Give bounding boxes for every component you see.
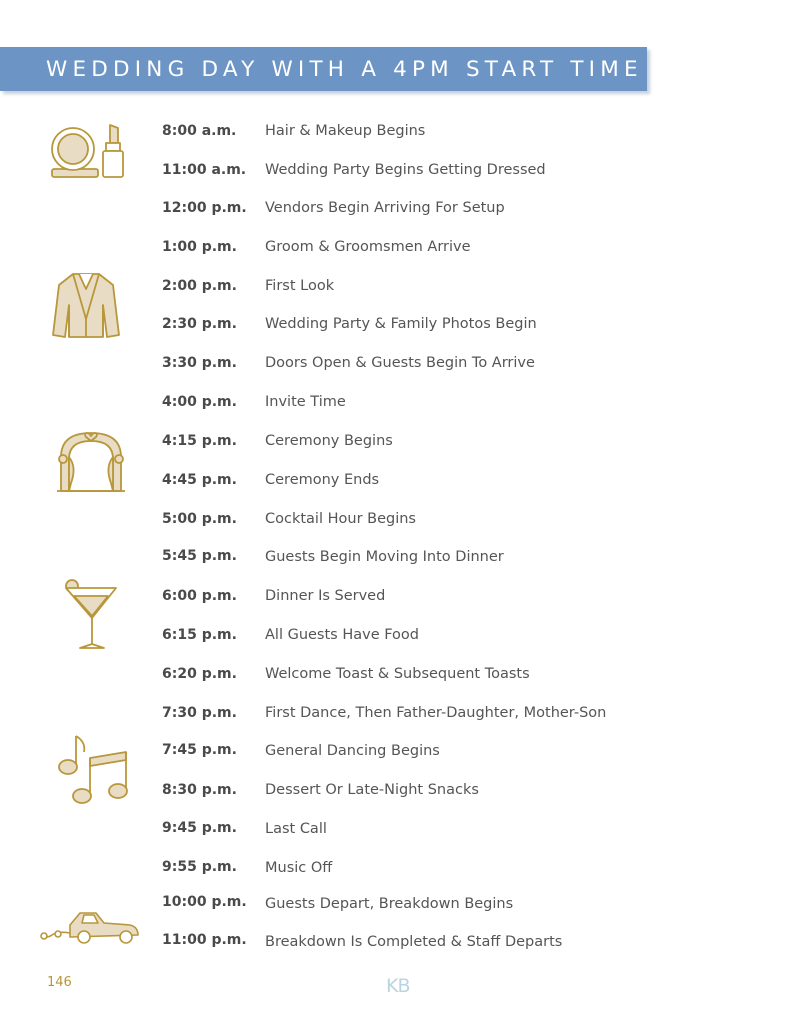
schedule-event: Wedding Party Begins Getting Dressed	[265, 162, 546, 178]
schedule-event: All Guests Have Food	[265, 627, 420, 643]
schedule-time: 4:00 p.m.	[162, 394, 237, 410]
schedule-row	[0, 705, 700, 729]
schedule-event: Dessert Or Late-Night Snacks	[265, 782, 479, 798]
schedule-event: Vendors Begin Arriving For Setup	[265, 200, 505, 216]
schedule-time: 2:30 p.m.	[162, 316, 237, 332]
schedule-event: Guests Begin Moving Into Dinner	[265, 549, 504, 565]
schedule-time: 5:45 p.m.	[162, 548, 237, 564]
schedule-row	[0, 200, 700, 224]
arch-icon	[55, 427, 127, 495]
schedule-event: Breakdown Is Completed & Staff Departs	[265, 934, 563, 950]
schedule-time: 11:00 a.m.	[162, 162, 247, 178]
schedule-row	[0, 511, 700, 535]
cocktail-icon	[62, 578, 120, 652]
schedule-time: 7:30 p.m.	[162, 705, 237, 721]
kb-logo: KB	[386, 975, 410, 997]
schedule-event: General Dancing Begins	[265, 743, 440, 759]
schedule-event: Dinner Is Served	[265, 588, 386, 604]
schedule-event: First Dance, Then Father-Daughter, Mother-Son	[265, 705, 607, 721]
schedule-time: 8:30 p.m.	[162, 782, 237, 798]
music-notes-icon	[56, 734, 132, 806]
schedule-row	[0, 859, 700, 883]
schedule-time: 2:00 p.m.	[162, 278, 237, 294]
getaway-car-icon	[38, 905, 142, 945]
schedule-event: Guests Depart, Breakdown Begins	[265, 896, 514, 912]
schedule-event: Music Off	[265, 860, 333, 876]
page-number: 146	[47, 975, 72, 990]
schedule-time: 11:00 p.m.	[162, 932, 247, 948]
schedule-time: 6:00 p.m.	[162, 588, 237, 604]
schedule-row	[0, 394, 700, 418]
schedule-event: Hair & Makeup Begins	[265, 123, 426, 139]
schedule-event: Ceremony Ends	[265, 472, 380, 488]
schedule-event: Welcome Toast & Subsequent Toasts	[265, 666, 530, 682]
schedule-event: Groom & Groomsmen Arrive	[265, 239, 471, 255]
page-title: WEDDING DAY WITH A 4PM START TIME	[46, 56, 643, 82]
makeup-icon	[48, 123, 124, 181]
schedule-row	[0, 820, 700, 844]
schedule-time: 9:55 p.m.	[162, 859, 237, 875]
schedule-event: First Look	[265, 278, 335, 294]
schedule-event: Last Call	[265, 821, 327, 837]
schedule-time: 9:45 p.m.	[162, 820, 237, 836]
schedule-time: 10:00 p.m.	[162, 894, 247, 910]
schedule-time: 6:20 p.m.	[162, 666, 237, 682]
schedule-time: 8:00 a.m.	[162, 123, 237, 139]
schedule-time: 1:00 p.m.	[162, 239, 237, 255]
jacket-icon	[51, 271, 121, 341]
schedule-row	[0, 355, 700, 379]
title-banner	[0, 47, 647, 91]
schedule-time: 12:00 p.m.	[162, 200, 247, 216]
schedule-time: 4:45 p.m.	[162, 472, 237, 488]
schedule-event: Doors Open & Guests Begin To Arrive	[265, 355, 535, 371]
schedule-event: Wedding Party & Family Photos Begin	[265, 316, 537, 332]
schedule-row	[0, 548, 700, 572]
schedule-time: 6:15 p.m.	[162, 627, 237, 643]
schedule-row	[0, 666, 700, 690]
schedule-time: 7:45 p.m.	[162, 742, 237, 758]
schedule-time: 4:15 p.m.	[162, 433, 237, 449]
schedule-event: Invite Time	[265, 394, 346, 410]
schedule-event: Cocktail Hour Begins	[265, 511, 416, 527]
schedule-event: Ceremony Begins	[265, 433, 393, 449]
schedule-time: 5:00 p.m.	[162, 511, 237, 527]
schedule-time: 3:30 p.m.	[162, 355, 237, 371]
schedule-row	[0, 239, 700, 263]
